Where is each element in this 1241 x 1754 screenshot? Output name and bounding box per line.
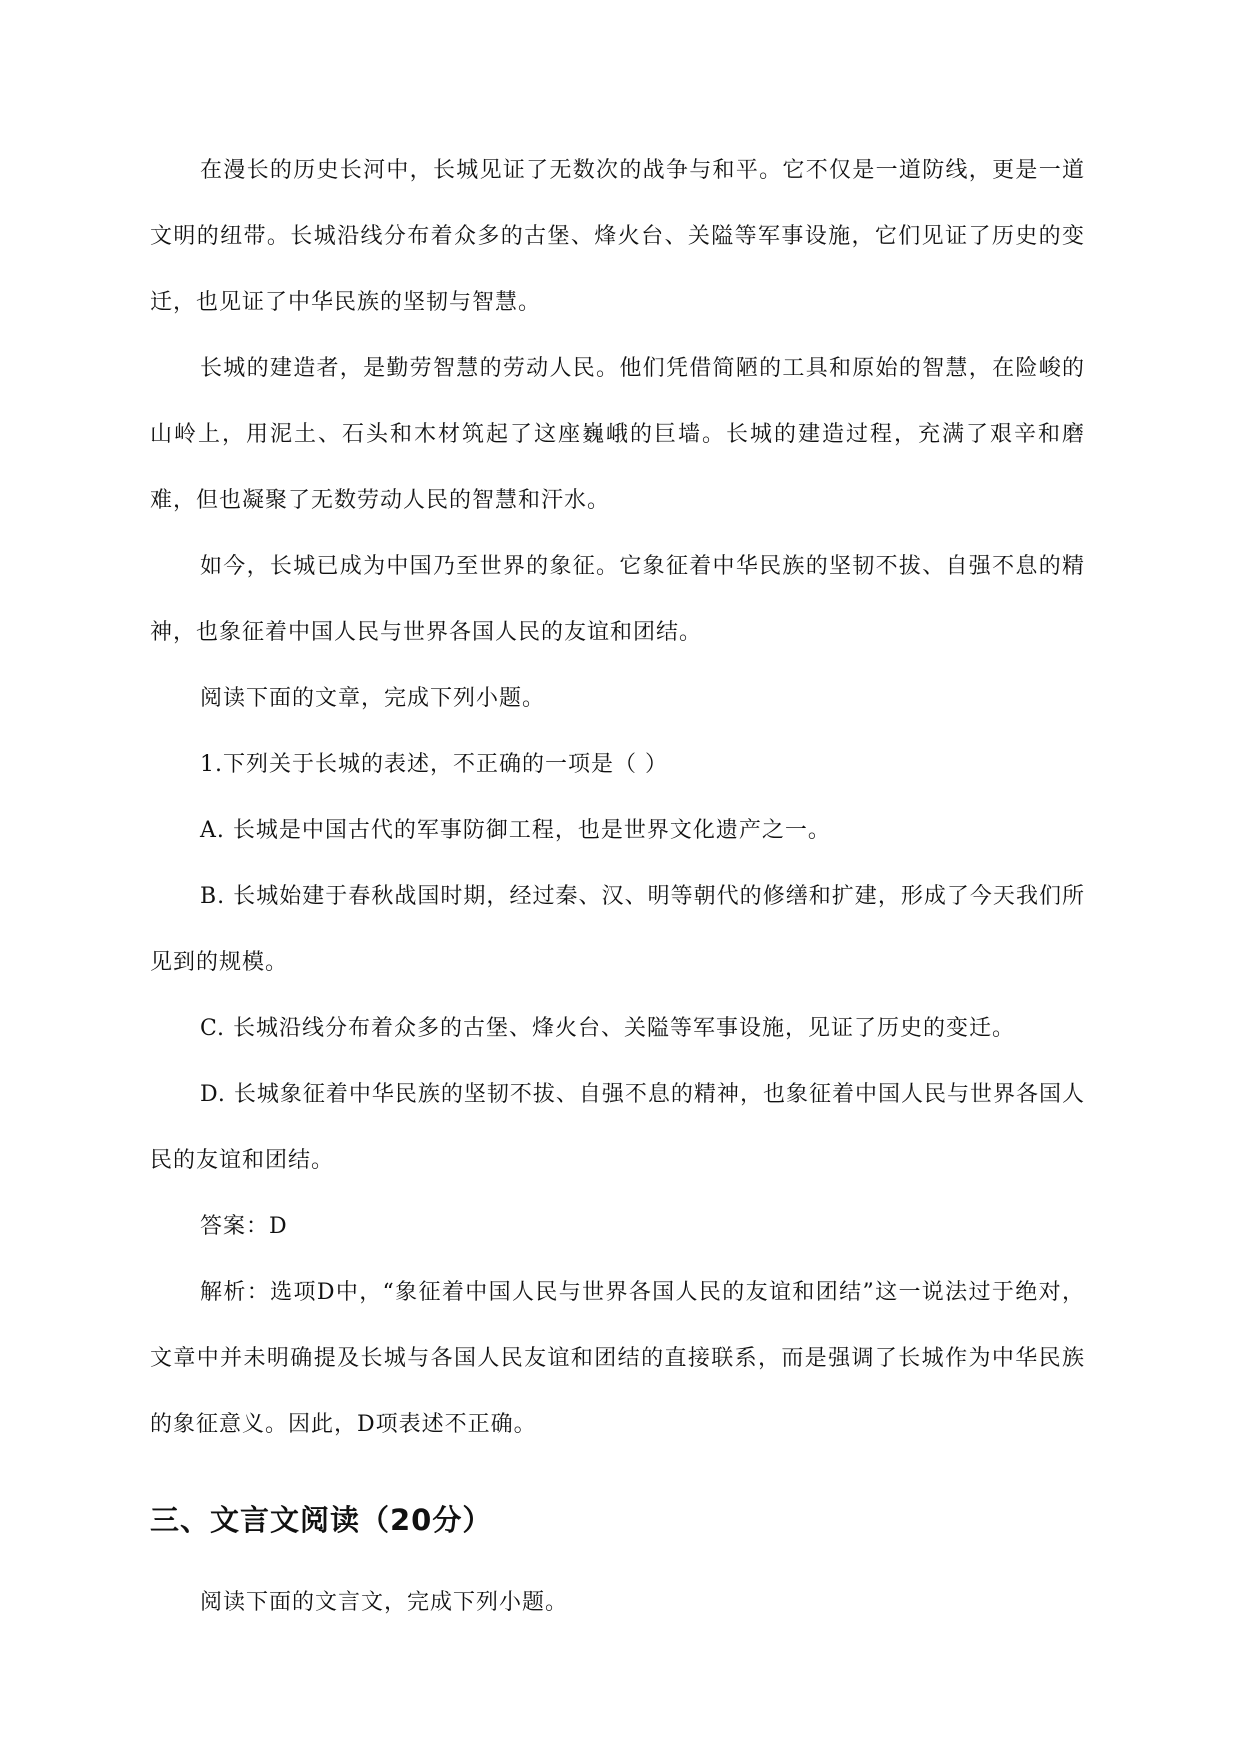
passage-paragraph-1: 在漫长的历史长河中，长城见证了无数次的战争与和平。它不仅是一道防线，更是一道文明的纽带。长城沿线分布着众多的古堡、烽火台、关隘等军事设施，它们见证了历史的变迁，也见证了中华民族的坚韧与智慧。: [150, 158, 1085, 315]
section-instruction: 阅读下面的文言文，完成下列小题。: [200, 1590, 569, 1615]
answer-line: 答案：D: [200, 1214, 288, 1239]
reading-instruction: 阅读下面的文章，完成下列小题。: [200, 686, 546, 711]
option-d: D. 长城象征着中华民族的坚韧不拔、自强不息的精神，也象征着中国人民与世界各国人民的友谊和团结。: [150, 1082, 1085, 1173]
question-stem: 1.下列关于长城的表述，不正确的一项是（ ）: [200, 752, 668, 777]
option-a: A. 长城是中国古代的军事防御工程，也是世界文化遗产之一。: [200, 818, 831, 843]
option-b: B. 长城始建于春秋战国时期，经过秦、汉、明等朝代的修缮和扩建，形成了今天我们所见到的规模。: [150, 884, 1085, 975]
option-c: C. 长城沿线分布着众多的古堡、烽火台、关隘等军事设施，见证了历史的变迁。: [200, 1016, 1016, 1041]
section-heading: 三、文言文阅读（20分）: [150, 1503, 493, 1537]
analysis-paragraph: 解析：选项D中，“象征着中国人民与世界各国人民的友谊和团结”这一说法过于绝对，文章中并未明确提及长城与各国人民友谊和团结的直接联系，而是强调了长城作为中华民族的象征意义。因此，D项表述不正确。: [150, 1280, 1085, 1437]
passage-paragraph-2: 长城的建造者，是勤劳智慧的劳动人民。他们凭借简陋的工具和原始的智慧，在险峻的山岭上，用泥土、石头和木材筑起了这座巍峨的巨墙。长城的建造过程，充满了艰辛和磨难，但也凝聚了无数劳动人民的智慧和汗水。: [150, 356, 1085, 513]
document-page: [150, 138, 1085, 1636]
passage-paragraph-3: 如今，长城已成为中国乃至世界的象征。它象征着中华民族的坚韧不拔、自强不息的精神，也象征着中国人民与世界各国人民的友谊和团结。: [150, 554, 1085, 645]
